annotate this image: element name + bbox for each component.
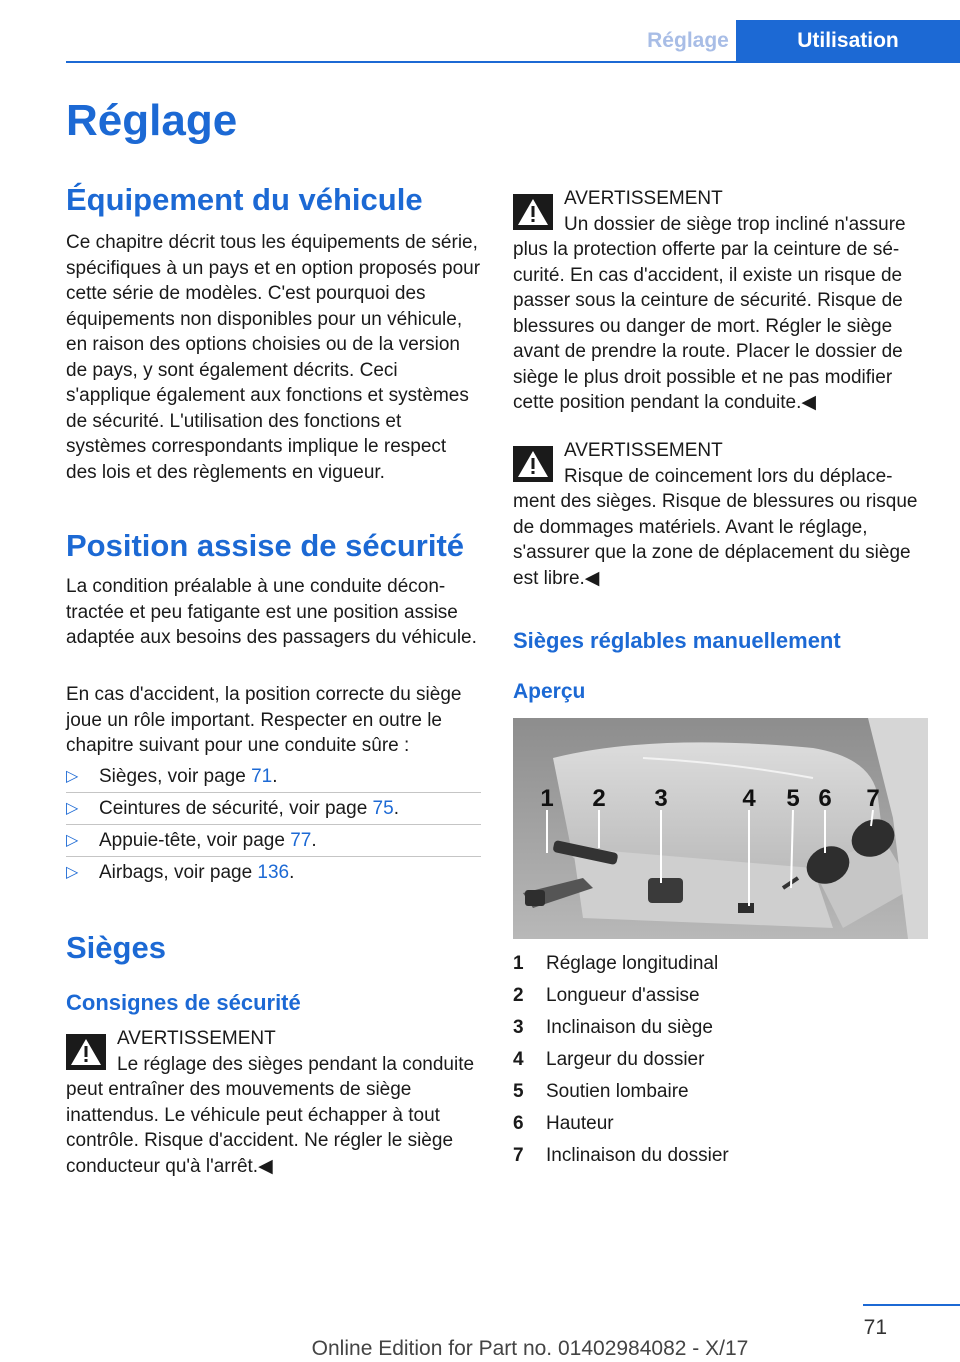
list-item: 3 Inclinaison du siège (513, 1017, 713, 1038)
header-tabs (640, 20, 960, 62)
bullet-triangle-icon: ▷ (66, 800, 79, 817)
bullet-triangle-icon: ▷ (66, 832, 79, 849)
photo-label-3: 3 (654, 785, 668, 812)
section-title-sieges: Sièges (66, 930, 166, 965)
page-link-75[interactable]: 75 (372, 798, 394, 819)
photo-label-4: 4 (742, 785, 756, 812)
subtitle-consignes: Consignes de sécurité (66, 990, 301, 1015)
photo-label-1: 1 (540, 785, 554, 812)
seat-illustration (513, 718, 928, 939)
list-item: 2 Longueur d'assise (513, 985, 700, 1006)
list-item: ▷ Ceintures de sécurité, voir page 75. (66, 793, 481, 825)
section-text-equipement: Ce chapitre décrit tous les équipements de série, spécifiques à un pays et en option proposés pour cette série de modèles. C'est pourquoi des équipements non disponibles pour un véhicule, en raison des options choisies ou de la version de pays, y sont également décrits. Ceci s'applique également aux fonctions et systèmes de sécurité. L'utilisation des fonctions et systèmes correspondants implique le respect des lois et des règlements en vigueur. (66, 232, 481, 483)
page-link-136[interactable]: 136 (257, 862, 290, 883)
photo-label-6: 6 (818, 785, 832, 812)
page-number: 71 (863, 1316, 887, 1339)
position-paragraph-2: En cas d'accident, la position correcte du siège joue un rôle important. Respecter en outre le chapitre suivant pour une conduite sûre : (66, 684, 462, 756)
warning-text: Le réglage des sièges pendant la conduite peut entraîner des mouvements de siège inattendus. Le véhicule peut échapper à tout contrôle. Risque d'accident. Ne régler le siège conducteur qu'à l'arrêt.◀ (66, 1053, 475, 1177)
bullet-triangle-icon: ▷ (66, 768, 79, 785)
footer-divider (863, 1304, 960, 1306)
section-title-position: Position assise de sécurité (66, 528, 465, 563)
list-item: 4 Largeur du dossier (513, 1049, 705, 1070)
warning-text: Un dossier de siège trop incliné n'assure plus la protection offerte par la ceinture de sécurité. En cas d'accident, il existe un risque de passer sous la ceinture de sécurité. Risque de blessures ou danger de mort. Régler le siège avant de prendre la route. Placer le dossier de siège le plus droit possible et ne pas modifier cette position pendant la conduite.◀ (513, 213, 906, 413)
page-link-77[interactable]: 77 (290, 830, 312, 851)
photo-label-7: 7 (866, 785, 880, 812)
legend-list (513, 948, 928, 1172)
header-divider (66, 61, 960, 63)
bullet-triangle-icon: ▷ (66, 864, 79, 881)
warning-text: Risque de coincement lors du déplacement des sièges. Risque de blessures ou risque de dommages matériels. Avant le réglage, s'assurer que la zone de déplacement du siège est libre.◀ (513, 465, 918, 589)
tab-reglage[interactable]: Réglage (640, 20, 736, 62)
list-item: ▷ Sièges, voir page 71. (66, 761, 481, 793)
warning-title: AVERTISSEMENT (564, 440, 723, 461)
list-item: 6 Hauteur (513, 1113, 614, 1134)
position-paragraph-1: La condition préalable à une conduite décontractée et peu fatigante est une position assise adaptée aux besoins des passagers du véhicule. (66, 576, 477, 648)
list-item: 5 Soutien lombaire (513, 1081, 689, 1102)
list-item: ▷ Airbags, voir page 136. (66, 857, 481, 889)
subtitle-apercu: Aperçu (513, 680, 586, 703)
cross-reference-list (66, 761, 481, 889)
warning-title: AVERTISSEMENT (564, 188, 723, 209)
edition-footer: Online Edition for Part no. 01402984082 - X/17 (311, 1337, 749, 1360)
photo-label-5: 5 (786, 785, 800, 812)
seat-controls-photo (513, 718, 928, 939)
section-title-equipement: Équipement du véhicule (66, 182, 423, 217)
list-item: 1 Réglage longitudinal (513, 953, 719, 974)
subtitle-sieges-manuels: Sièges réglables manuellement (513, 628, 841, 653)
page-link-71[interactable]: 71 (251, 766, 273, 787)
tab-utilisation[interactable]: Utilisation (736, 20, 960, 62)
photo-label-2: 2 (592, 785, 606, 812)
warning-title: AVERTISSEMENT (117, 1028, 276, 1049)
list-item: ▷ Appuie-tête, voir page 77. (66, 825, 481, 857)
list-item: 7 Inclinaison du dossier (513, 1145, 729, 1166)
page-title: Réglage (66, 96, 238, 145)
